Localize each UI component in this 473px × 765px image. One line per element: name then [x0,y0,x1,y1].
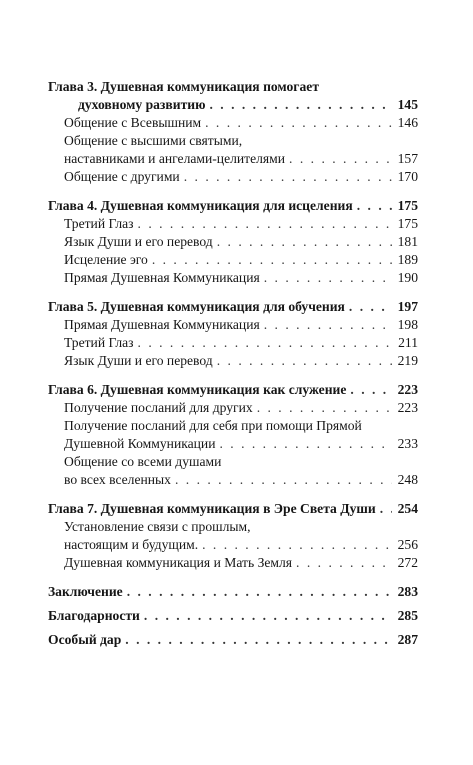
dot-leader [209,96,392,114]
page-number: 157 [397,151,418,166]
page-number: 190 [397,270,418,285]
dot-leader [264,316,392,334]
entry-title: Общение с другими [64,169,180,184]
toc-entry-line [48,417,418,435]
toc-entry [48,316,418,334]
page-number: 248 [397,472,418,487]
dot-leader [184,168,392,186]
toc-entry [48,536,418,554]
toc-entry-line [48,132,418,150]
page-number: 256 [397,537,418,552]
page-number: 283 [397,584,418,599]
toc-entry-line [48,518,418,536]
table-of-contents [48,78,418,655]
page-number: 233 [397,436,418,451]
dot-leader [217,352,392,370]
chapter-title-line [48,96,418,114]
entry-title: Общение со всеми душами [64,454,222,469]
page-number: 189 [397,252,418,267]
dot-leader [144,607,392,625]
page-number: 223 [397,382,418,397]
toc-entry [48,215,418,233]
dot-leader [125,631,392,649]
entry-title: Заключение [48,584,123,599]
chapter-title: Глава 3. Душевная коммуникация помогает [48,79,319,94]
entry-title: Прямая Душевная Коммуникация [64,270,260,285]
toc-entry [48,471,418,489]
chapter-title-line [48,381,418,399]
dot-leader [127,583,392,601]
page-number: 146 [397,115,418,130]
dot-leader [138,334,392,352]
toc-entry [48,150,418,168]
toc-entry-conclusion [48,583,418,601]
chapter-title-line [48,298,418,316]
entry-title-cont: наставниками и ангелами-целителями [64,151,286,166]
entry-title-cont: Душевной Коммуникации [64,436,216,451]
toc-entry [48,334,418,352]
page-number: 211 [398,335,418,350]
chapter-4 [48,197,418,287]
chapter-3 [48,78,418,186]
toc-entry [48,399,418,417]
toc-entry [48,352,418,370]
entry-title: Получение посланий для себя при помощи Прямой [64,418,362,433]
dot-leader [289,150,392,168]
chapter-title-line [48,197,418,215]
entry-title: Душевная коммуникация и Мать Земля [64,555,293,570]
dot-leader [349,298,392,316]
entry-title: Исцеление эго [64,252,148,267]
toc-entry [48,435,418,453]
entry-title: Общение с Всевышним [64,115,202,130]
page-number: 285 [397,608,418,623]
chapter-title: Глава 4. Душевная коммуникация для исцеления [48,198,353,213]
toc-entry-special-gift [48,631,418,649]
chapter-title-line [48,500,418,518]
dot-leader [296,554,392,572]
dot-leader [264,269,392,287]
dot-leader [219,435,392,453]
chapter-title: Глава 6. Душевная коммуникация как служение [48,382,347,397]
dot-leader [205,114,392,132]
chapter-6 [48,381,418,489]
dot-leader [257,399,392,417]
page-number: 272 [397,555,418,570]
chapter-5 [48,298,418,370]
dot-leader [350,381,392,399]
toc-entry [48,251,418,269]
dot-leader [217,233,392,251]
page-number: 145 [397,97,418,112]
entry-title: Установление связи с прошлым, [64,519,251,534]
toc-entry-acknowledgements [48,607,418,625]
entry-title-cont: настоящим и будущим. [64,537,199,552]
entry-title: Общение с высшими святыми, [64,133,243,148]
dot-leader [138,215,392,233]
chapter-title-cont: духовному развитию [78,97,206,112]
page-number: 181 [397,234,418,249]
dot-leader [152,251,392,269]
dot-leader [202,536,392,554]
entry-title: Благодарности [48,608,140,623]
page-number: 198 [397,317,418,332]
entry-title: Третий Глаз [64,335,134,350]
page-number: 287 [397,632,418,647]
dot-leader [175,471,392,489]
chapter-title: Глава 5. Душевная коммуникация для обучения [48,299,345,314]
page-number: 175 [397,216,418,231]
page-number: 197 [397,299,418,314]
page-number: 223 [397,400,418,415]
chapter-title: Глава 7. Душевная коммуникация в Эре Света Души [48,501,376,516]
toc-entry [48,269,418,287]
toc-entry [48,554,418,572]
entry-title: Третий Глаз [64,216,134,231]
entry-title-cont: во всех вселенных [64,472,171,487]
dot-leader [380,500,392,518]
dot-leader [357,197,392,215]
entry-title: Язык Души и его перевод [64,234,213,249]
toc-entry-line [48,453,418,471]
chapter-title-line [48,78,418,96]
entry-title: Прямая Душевная Коммуникация [64,317,260,332]
page-number: 175 [397,198,418,213]
toc-entry [48,168,418,186]
toc-entry [48,233,418,251]
entry-title: Особый дар [48,632,122,647]
page-number: 254 [397,501,418,516]
page-number: 170 [397,169,418,184]
entry-title: Язык Души и его перевод [64,353,213,368]
page-number: 219 [397,353,418,368]
chapter-7 [48,500,418,572]
toc-entry [48,114,418,132]
entry-title: Получение посланий для других [64,400,253,415]
